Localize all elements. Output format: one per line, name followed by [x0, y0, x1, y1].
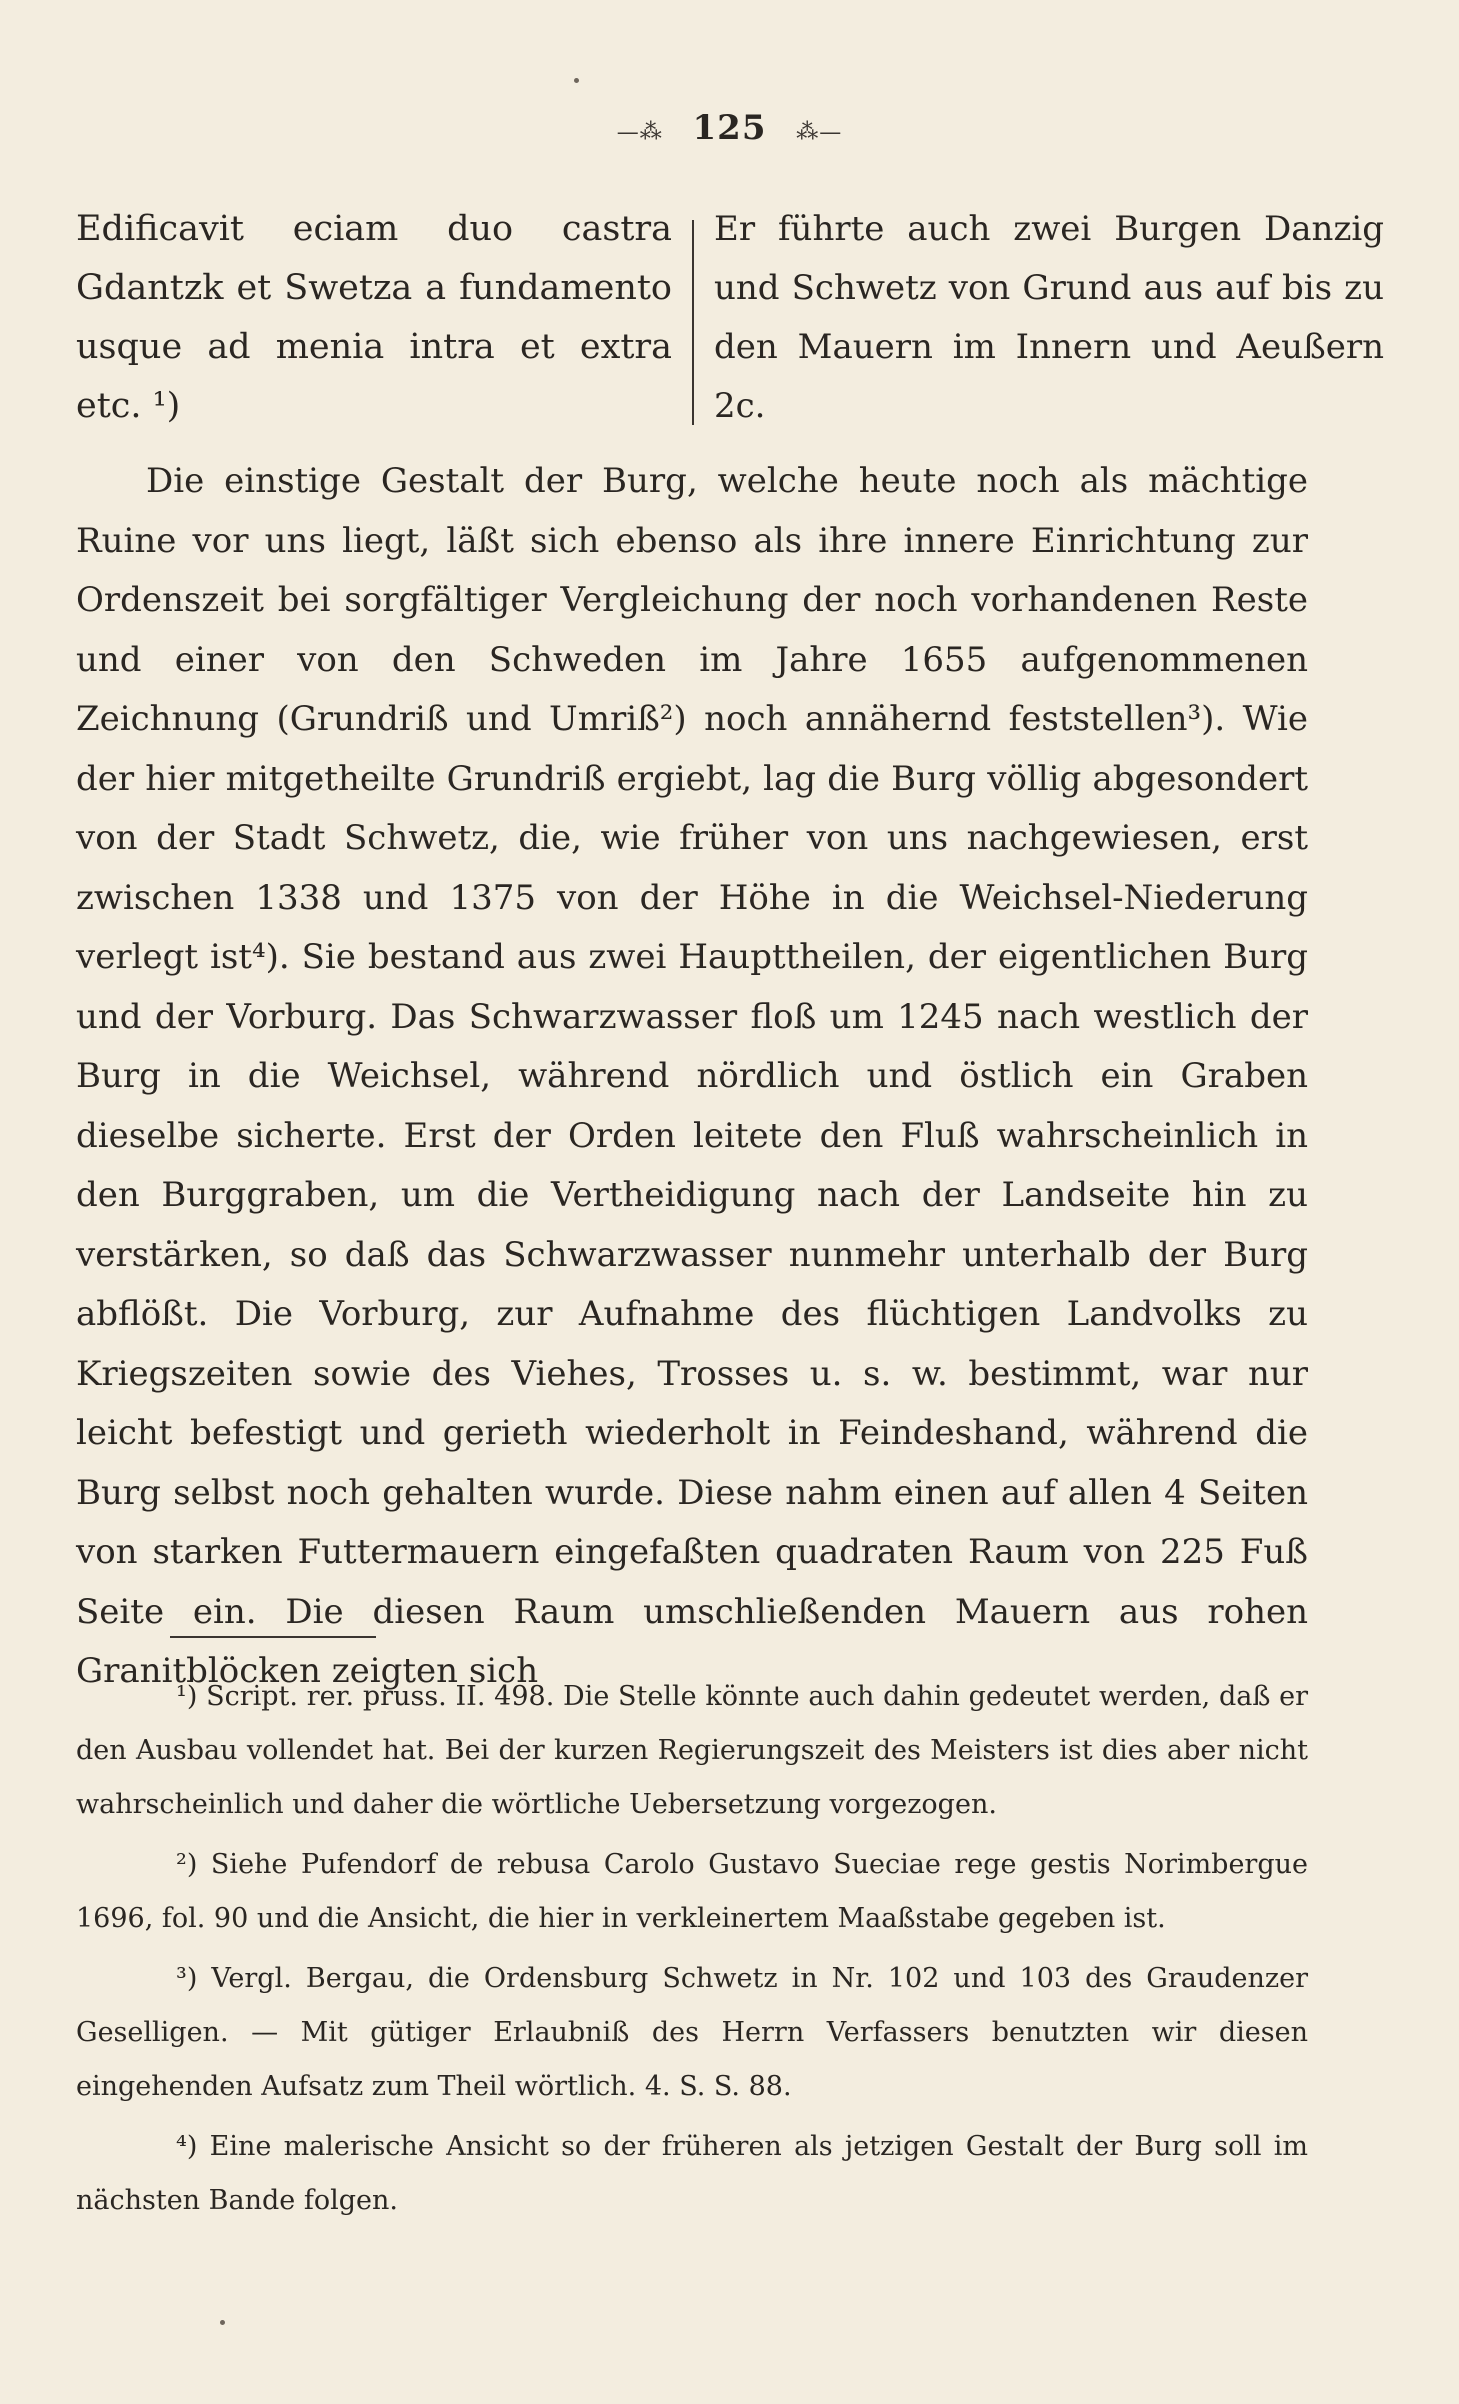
footnote-2-text: ²) Siehe Pufendorf de rebusa Carolo Gustavo Sueciae rege gestis Norimbergue 1696, fol. 90 und die Ansicht, die hier in verkleinertem Maaßstabe gegeben ist.: [76, 1849, 1308, 1934]
footnote-4: [76, 2120, 1308, 2228]
parallel-columns: [76, 200, 1384, 430]
main-paragraph: [76, 452, 1308, 1702]
header-ornament-left: —⁂: [616, 120, 663, 145]
german-translation: Er führte auch zwei Burgen Danzig und Schwetz von Grund aus auf bis zu den Mauern im Innern und Aeußern 2c.: [714, 209, 1384, 426]
header-ornament-right: ⁂—: [796, 120, 843, 145]
footnote-4-text: ⁴) Eine malerische Ansicht so der früheren als jetzigen Gestalt der Burg soll im nächsten Bande folgen.: [76, 2131, 1308, 2216]
main-paragraph-text: Die einstige Gestalt der Burg, welche heute noch als mächtige Ruine vor uns liegt, läßt sich ebenso als ihre innere Einrichtung zur Ordenszeit bei sorgfältiger Vergleichung der noch vorhandenen Reste und einer von den Schweden im Jahre 1655 aufgenommenen Zeichnung (Grundriß und Umriß²) noch annähernd feststellen³). Wie der hier mitgetheilte Grundriß ergiebt, lag die Burg völlig abgesondert von der Stadt Schwetz, die, wie früher von uns nachgewiesen, erst zwischen 1338 und 1375 von der Höhe in die Weichsel-Niederung verlegt ist⁴). Sie bestand aus zwei Haupttheilen, der eigentlichen Burg und der Vorburg. Das Schwarzwasser floß um 1245 nach westlich der Burg in die Weichsel, während nördlich und östlich ein Graben dieselbe sicherte. Erst der Orden leitete den Fluß wahrscheinlich in den Burggraben, um die Vertheidigung nach der Landseite hin zu verstärken, so daß das Schwarzwasser nunmehr unterhalb der Burg abflößt. Die Vorburg, zur Aufnahme des flüchtigen Landvolks zu Kriegszeiten sowie des Viehes, Trosses u. s. w. bestimmt, war nur leicht befestigt und gerieth wiederholt in Feindeshand, während die Burg selbst noch gehalten wurde. Diese nahm einen auf allen 4 Seiten von starken Futtermauern eingefaßten quadraten Raum von 225 Fuß Seite ein. Die diesen Raum umschließenden Mauern aus rohen Granitblöcken zeigten sich: [76, 461, 1308, 1691]
paper-speck: [220, 2320, 225, 2325]
page-number: 125: [692, 108, 767, 148]
footnote-rule: [170, 1636, 376, 1638]
footnote-1: [76, 1670, 1308, 1832]
footnote-1-text: ¹) Script. rer. pruss. II. 498. Die Stelle könnte auch dahin gedeutet werden, daß er den Ausbau vollendet hat. Bei der kurzen Regierungszeit des Meisters ist dies aber nicht wahrscheinlich und daher die wörtliche Uebersetzung vorgezogen.: [76, 1681, 1308, 1820]
footnotes: [76, 1670, 1308, 2234]
page-header: [0, 108, 1459, 148]
latin-quote: Edificavit eciam duo castra Gdantzk et Swetza a fundamento usque ad menia intra et extra etc. ¹): [76, 209, 672, 426]
footnote-3: [76, 1952, 1308, 2114]
footnote-2: [76, 1838, 1308, 1946]
footnote-3-text: ³) Vergl. Bergau, die Ordensburg Schwetz in Nr. 102 und 103 des Graudenzer Geselligen. — Mit gütiger Erlaubniß des Herrn Verfassers benutzten wir diesen eingehenden Aufsatz zum Theil wörtlich. 4. S. S. 88.: [76, 1963, 1308, 2102]
paper-speck: [574, 78, 579, 83]
column-divider: [692, 220, 694, 425]
